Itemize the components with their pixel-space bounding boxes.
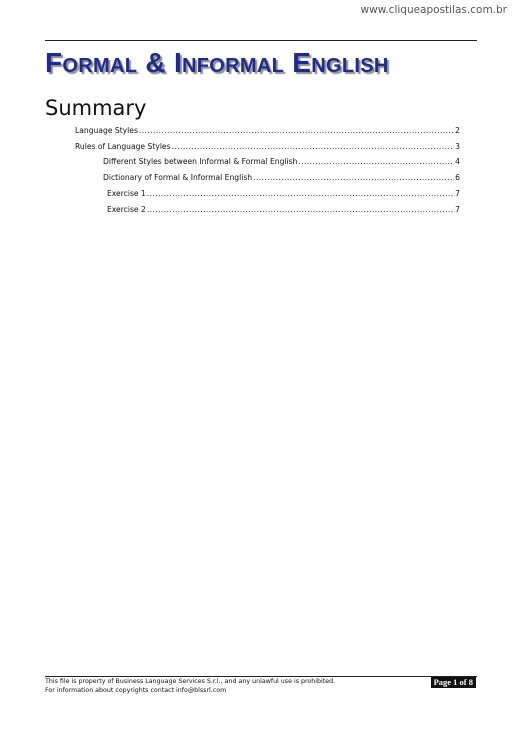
toc-leader-dots (253, 173, 454, 182)
title-initial-e: E (292, 47, 312, 78)
footer-divider (45, 676, 477, 677)
footer-notice (45, 678, 335, 695)
toc-leader-dots (172, 142, 455, 151)
title-word-formal: ORMAL (62, 55, 138, 77)
summary-heading: Summary (45, 96, 147, 120)
toc-leader-dots (298, 157, 454, 166)
toc-entry-label: Exercise 2 (107, 205, 146, 214)
toc-entry-language-styles[interactable] (75, 126, 460, 137)
watermark-url: www.cliqueapostilas.com.br (360, 4, 507, 16)
title-word-english: NGLISH (311, 55, 389, 77)
toc-entry-rules-of-language-styles[interactable] (75, 142, 460, 153)
toc-entry-label: Language Styles (75, 126, 138, 135)
toc-entry-label: Exercise 1 (107, 189, 146, 198)
toc-entry-different-styles[interactable] (103, 157, 460, 168)
title-ampersand: & (145, 47, 166, 78)
footer-contact-line: For information about copyrights contact info@blssrl.com (45, 686, 227, 694)
toc-entry-exercise-1[interactable] (107, 189, 460, 200)
toc-entry-label: Different Styles between Informal & Formal English (103, 157, 298, 166)
footer-copyright-line: This file is property of Business Language Services S.r.l., and any unlawful use is prohibited. (45, 678, 336, 685)
top-divider (45, 40, 477, 41)
toc-leader-dots (147, 205, 454, 214)
toc-entry-label: Dictionary of Formal & Informal English (103, 173, 253, 182)
title-initial-i: I (173, 47, 183, 78)
toc-entry-page: 7 (455, 205, 460, 214)
toc-leader-dots (147, 189, 454, 198)
title-word-informal: NFORMAL (182, 55, 285, 77)
toc-entry-label: Rules of Language Styles (75, 142, 171, 151)
toc-entry-page: 4 (455, 157, 460, 166)
title-initial-f: F (45, 47, 63, 78)
toc-entry-page: 6 (455, 173, 460, 182)
toc-entry-exercise-2[interactable] (107, 205, 460, 216)
document-title (45, 47, 389, 79)
page-number-badge: Page 1 of 8 (431, 677, 476, 688)
toc-entry-page: 3 (455, 142, 460, 151)
toc-entry-dictionary[interactable] (103, 173, 460, 184)
toc-entry-page: 7 (455, 189, 460, 198)
toc-leader-dots (139, 126, 454, 135)
toc-entry-page: 2 (455, 126, 460, 135)
